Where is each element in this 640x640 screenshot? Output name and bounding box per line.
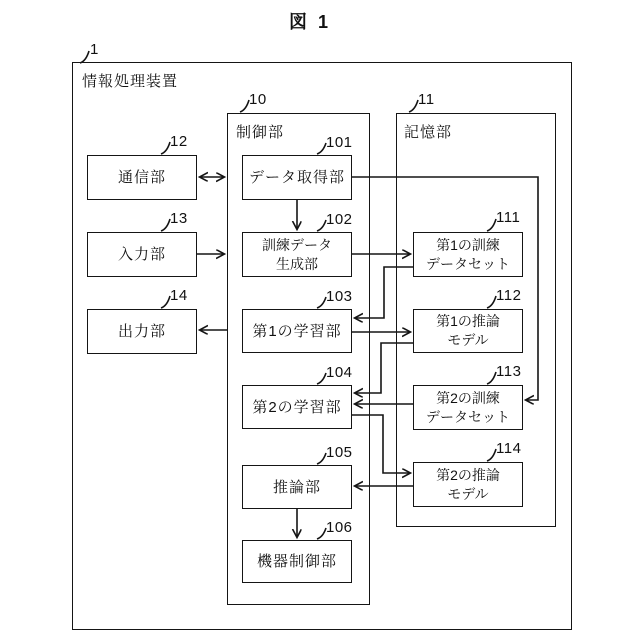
ref-input-unit: 13	[170, 210, 188, 227]
ref-second-learning-unit: 104	[326, 364, 353, 381]
ref-second-inference-model: 114	[496, 440, 522, 457]
ref-storage-unit: 11	[418, 91, 435, 108]
ref-communication-unit: 12	[170, 133, 188, 150]
output-unit-box: 出力部	[87, 309, 197, 354]
ref-device-control-unit: 106	[326, 519, 353, 536]
second-learning-unit-box: 第2の学習部	[242, 385, 352, 429]
ref-first-inference-model: 112	[496, 287, 522, 304]
first-training-dataset-box: 第1の訓練 データセット	[413, 232, 523, 277]
first-learning-unit-box: 第1の学習部	[242, 309, 352, 353]
device-control-unit-box: 機器制御部	[242, 540, 352, 583]
storage-unit-label: 記憶部	[404, 124, 453, 141]
control-unit-label: 制御部	[236, 124, 285, 141]
ref-inference-unit: 105	[326, 444, 353, 461]
ref-control-unit: 10	[249, 91, 267, 108]
ref-first-learning-unit: 103	[326, 288, 353, 305]
first-inference-model-box: 第1の推論 モデル	[413, 309, 523, 353]
device-label: 情報処理装置	[82, 73, 179, 90]
ref-output-unit: 14	[170, 287, 188, 304]
inference-unit-box: 推論部	[242, 465, 352, 509]
ref-first-training-dataset: 111	[496, 209, 521, 226]
ref-device: 1	[90, 41, 99, 58]
second-inference-model-box: 第2の推論 モデル	[413, 462, 523, 507]
training-data-generation-unit-box: 訓練データ 生成部	[242, 232, 352, 277]
figure-title: 図 1	[288, 12, 331, 32]
ref-second-training-dataset: 113	[496, 363, 522, 380]
ref-data-acquisition-unit: 101	[326, 134, 353, 151]
data-acquisition-unit-box: データ取得部	[242, 155, 352, 200]
communication-unit-box: 通信部	[87, 155, 197, 200]
input-unit-box: 入力部	[87, 232, 197, 277]
second-training-dataset-box: 第2の訓練 データセット	[413, 385, 523, 430]
ref-training-data-generation-unit: 102	[326, 211, 353, 228]
